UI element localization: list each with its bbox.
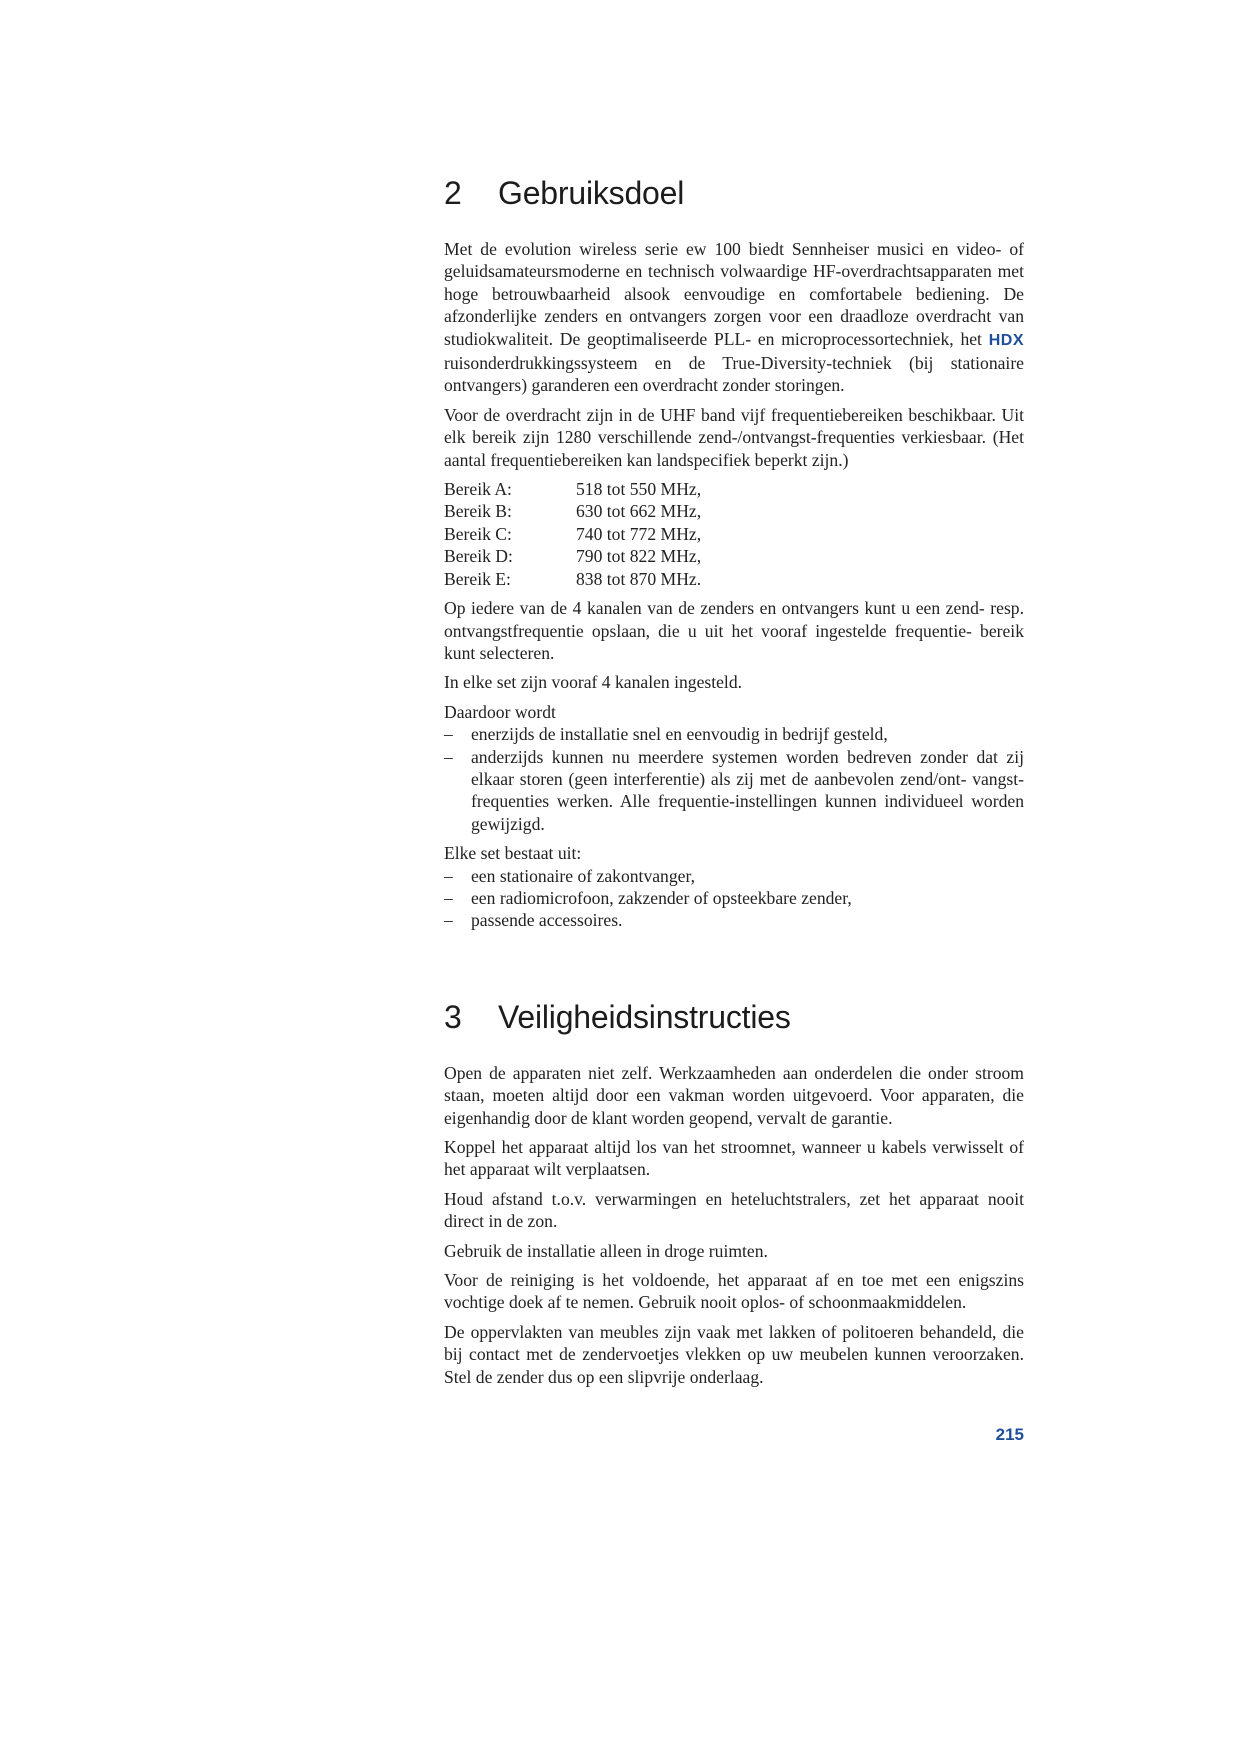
benefits-list bbox=[444, 723, 1024, 835]
paragraph-frequency-ranges: Voor de overdracht zijn in de UHF band vijf frequentiebereiken beschikbaar. Uit elk bereik zijn 1280 verschillende zend-/ontvangst-frequenties verkiesbaar. (Het aantal frequentiebereiken kan landspecifiek beperkt zijn.) bbox=[444, 404, 1024, 470]
hdx-logo: HDX bbox=[988, 331, 1024, 349]
list-item bbox=[444, 909, 1024, 931]
list-item bbox=[444, 746, 1024, 836]
list-intro: Elke set bestaat uit: bbox=[444, 843, 582, 864]
range-row bbox=[444, 478, 701, 500]
section-heading-veiligheidsinstructies bbox=[444, 994, 1024, 1040]
range-row bbox=[444, 568, 701, 590]
list-item-text: een stationaire of zakontvanger, bbox=[471, 865, 696, 886]
range-label: Bereik D: bbox=[444, 546, 513, 567]
range-value: 740 tot 772 MHz, bbox=[576, 523, 702, 544]
paragraph-preset-channels: In elke set zijn vooraf 4 kanalen ingesteld. bbox=[444, 672, 743, 693]
list-item-text: anderzijds kunnen nu meerdere systemen worden bedreven zonder dat zij elkaar storen (geen interferentie) als zij met de aanbevolen zend/ont- vangst-frequenties werken. Alle frequentie-instellingen kunnen individueel worden gewijzigd. bbox=[471, 746, 1024, 834]
dash-bullet: – bbox=[444, 746, 453, 767]
range-label: Bereik E: bbox=[444, 568, 511, 589]
range-label: Bereik A: bbox=[444, 479, 512, 500]
range-row bbox=[444, 523, 701, 545]
paragraph-text: Met de evolution wireless serie ew 100 biedt Sennheiser musici en video- of geluidsamateursmoderne en technisch volwaardige HF-overdrachtsapparaten met hoge betrouwbaarheid alsook eenvoudige en comfortabele bediening. De afzonderlijke zenders en ontvangers zorgen voor een draadloze overdracht van studiokwaliteit. De geoptimaliseerde PLL- en microprocessortechniek, het bbox=[444, 239, 1024, 349]
dash-bullet: – bbox=[444, 887, 453, 908]
range-value: 518 tot 550 MHz, bbox=[576, 479, 702, 500]
section-heading-gebruiksdoel bbox=[444, 170, 1024, 216]
set-contents-list bbox=[444, 865, 1024, 932]
section-number: 2 bbox=[444, 175, 462, 211]
frequency-range-table bbox=[444, 478, 701, 590]
page-number: 215 bbox=[995, 1425, 1024, 1444]
list-intro: Daardoor wordt bbox=[444, 701, 556, 722]
range-label: Bereik B: bbox=[444, 501, 512, 522]
range-row bbox=[444, 500, 701, 522]
text-column bbox=[444, 170, 1024, 1395]
dash-bullet: – bbox=[444, 910, 453, 931]
list-item bbox=[444, 865, 1024, 887]
paragraph-intro bbox=[444, 238, 1024, 397]
range-label: Bereik C: bbox=[444, 523, 512, 544]
safety-paragraph: Gebruik de installatie alleen in droge ruimten. bbox=[444, 1240, 768, 1261]
safety-paragraph: Koppel het apparaat altijd los van het stroomnet, wanneer u kabels verwisselt of het apparaat wilt verplaatsen. bbox=[444, 1137, 1024, 1180]
safety-paragraph: Open de apparaten niet zelf. Werkzaamheden aan onderdelen die onder stroom staan, moeten altijd door een vakman worden uitgevoerd. Voor apparaten, die eigenhandig door de klant worden geopend, vervalt de garantie. bbox=[444, 1062, 1024, 1128]
list-item bbox=[444, 887, 1024, 909]
safety-paragraph: Houd afstand t.o.v. verwarmingen en heteluchtstralers, zet het apparaat nooit direct in de zon. bbox=[444, 1188, 1024, 1232]
paragraph-text: ruisonderdrukkingssysteem en de True-Diversity-techniek (bij stationaire ontvangers) garanderen een overdracht zonder storingen. bbox=[444, 353, 1024, 396]
range-value: 838 tot 870 MHz. bbox=[576, 568, 702, 589]
range-value: 630 tot 662 MHz, bbox=[576, 501, 702, 522]
dash-bullet: – bbox=[444, 724, 453, 745]
range-row bbox=[444, 545, 701, 567]
list-item-text: een radiomicrofoon, zakzender of opsteekbare zender, bbox=[471, 887, 852, 908]
dash-bullet: – bbox=[444, 865, 453, 886]
safety-paragraph: De oppervlakten van meubles zijn vaak met lakken of politoeren behandeld, die bij contact met de zendervoetjes vlekken op uw meubelen kunnen veroorzaken. Stel de zender dus op een slipvrije onderlaag. bbox=[444, 1321, 1024, 1387]
section-title: Veiligheidsinstructies bbox=[498, 998, 791, 1035]
safety-paragraph: Voor de reiniging is het voldoende, het apparaat af en toe met een enigszins vochtige doek af te nemen. Gebruik nooit oplos- of schoonmaakmiddelen. bbox=[444, 1270, 1024, 1313]
paragraph-channels: Op iedere van de 4 kanalen van de zenders en ontvangers kunt u een zend- resp. ontvangstfrequentie opslaan, die u uit het vooraf ingestelde frequentie- bereik kunt selecteren. bbox=[444, 598, 1024, 663]
list-item bbox=[444, 723, 1024, 745]
range-value: 790 tot 822 MHz, bbox=[576, 546, 702, 567]
list-item-text: passende accessoires. bbox=[471, 910, 623, 931]
section-title: Gebruiksdoel bbox=[498, 175, 685, 211]
section-number: 3 bbox=[444, 998, 462, 1035]
list-item-text: enerzijds de installatie snel en eenvoudig in bedrijf gesteld, bbox=[471, 724, 888, 745]
